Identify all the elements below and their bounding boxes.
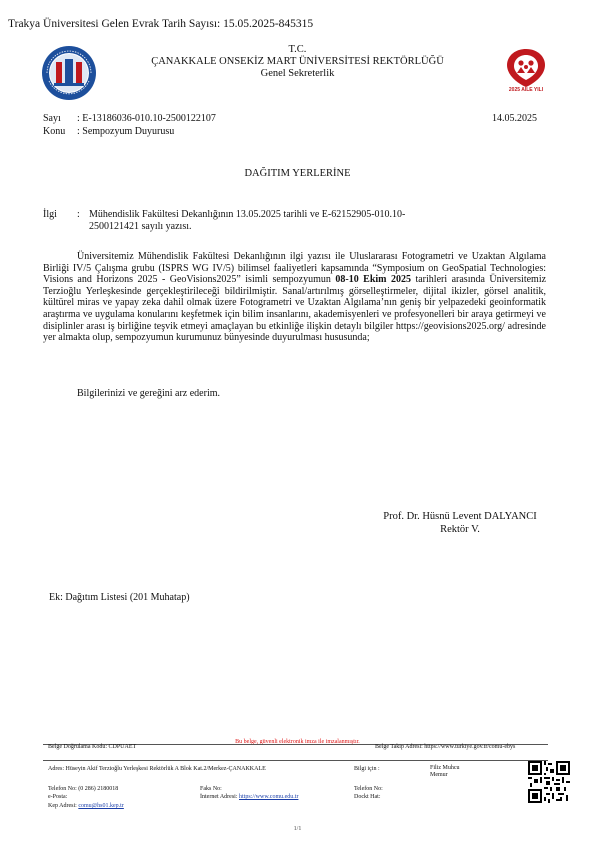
address: Adres: Hüseyin Akif Terzioğlu Yerleşkesi Rektörlük A Blok Kat.2/Merkez-ÇANAKKALE	[48, 766, 266, 772]
header-department: Genel Sekreterlik	[260, 68, 335, 79]
university-seal-logo	[41, 45, 97, 101]
incoming-document-stamp: Trakya Üniversitesi Gelen Evrak Tarih Sayısı: 15.05.2025-845315	[8, 18, 314, 30]
document-number-row: Sayı : E-13186036-010.10-2500122107	[43, 113, 216, 124]
event-dates: 08-10 Ekim 2025	[335, 274, 411, 286]
contact-role: Memur	[430, 772, 448, 778]
kep-link[interactable]: comu@hs01.kep.tr	[78, 803, 124, 809]
document-date: 14.05.2025	[492, 113, 537, 124]
website-link[interactable]: https://www.comu.edu.tr	[239, 794, 299, 800]
signer-name: Prof. Dr. Hüsnü Levent DALYANCI	[383, 511, 537, 522]
tracking-address[interactable]: Belge Takip Adresi: https://www.turkiye.gov.tr/comu-ebys	[375, 744, 516, 750]
header-tc: T.C.	[288, 44, 307, 55]
esignature-note: Bu belge, güvenli elektronik imza ile imzalanmıştır.	[235, 739, 360, 745]
letter-body	[43, 251, 546, 344]
footer-divider-bottom	[43, 760, 548, 761]
closing-sentence: Bilgilerinizi ve gereğini arz ederim.	[77, 388, 220, 399]
website	[200, 794, 298, 801]
kep-label: Kep Adresi:	[48, 803, 77, 809]
kep-address	[48, 803, 124, 810]
email-label: e-Posta:	[48, 794, 68, 800]
contact-label: Bilgi için :	[354, 766, 380, 772]
document-number: E-13186036-010.10-2500122107	[82, 113, 216, 124]
phone-number: Telefon No: (0 286) 2180018	[48, 786, 119, 792]
body-paragraph	[43, 251, 546, 344]
fax-label: Faks No:	[200, 786, 222, 792]
body-text-part1: Üniversitemiz Mühendislik Fakültesi Dekanlığının ilgi yazısı ile Uluslararası Fotogrametri ve Uzaktan Algılama Birliği IV/5 Çalışma grubu (ISPRS WG IV/5) bilimsel faaliyetleri kapsamında “Symposium on GeoSpatial Technologies: Visions and Horizons 2025 - GeoVisions2025” isimli sempozyumun	[43, 251, 546, 286]
subject-value: Sempozyum Duyurusu	[82, 126, 175, 137]
family-year-caption: 2025 AİLE YILI	[508, 87, 544, 93]
subject-row: Konu : Sempozyum Duyurusu	[43, 126, 175, 137]
header-rectorate: ÇANAKKALE ONSEKİZ MART ÜNİVERSİTESİ REKTÖRLÜĞÜ	[151, 56, 444, 67]
recipients-heading: DAĞITIM YERLERİNE	[244, 168, 351, 179]
page-number: 1/1	[293, 826, 302, 832]
verification-code: Belge Doğrulama Kodu: CDPUAET	[48, 744, 137, 750]
reference-text	[89, 209, 519, 233]
letterhead	[100, 44, 495, 80]
number-label: Sayı	[43, 113, 61, 124]
reference-label: İlgi	[43, 209, 57, 220]
subject-label: Konu	[43, 126, 66, 137]
body-text-part2: tarihleri arasında Üniversitemiz Terzioğlu Yerleşkesinde gerçekleştirileceği bildirilmiştir. Sanal/artırılmış görselleştirmeler, dijital ikizler, görsel analitik, kültürel miras ve yapay zeka dahil olmak üzere Fotogrametri ve Uzaktan Algılama’nın geniş bir yelpazedeki geoinformatik araştırma ve uygulama konularını keşfetmek için bilim insanlarını, akademisyenleri ve profesyonelleri bir araya getirmeyi ve disiplinler arası iş birliğine teşvik etmeyi amaçlayan bu etkinliğe ilişkin detaylı bilgiler https://geovisions2025.org/ adresinde yer almakta olup, sempozyumun kurumunuz bünyesinde duyurulması hususunda;	[43, 274, 547, 344]
reference-block: İlgi : Mühendislik Fakültesi Dekanlığının 13.05.2025 tarihli ve E-62152905-010.10- 2500121421 sayılı yazısı.	[43, 209, 523, 235]
attachment-note: Ek: Dağıtım Listesi (201 Muhatap)	[49, 592, 190, 603]
contact-phone-label: Telefon No:	[354, 786, 383, 792]
signature-block	[360, 510, 560, 536]
qr-code-icon	[528, 761, 570, 803]
reference-line-1: Mühendislik Fakültesi Dekanlığının 13.05.2025 tarihli ve E-62152905-010.10-	[89, 209, 406, 220]
contact-direct-line-label: Dockt Hat:	[354, 794, 381, 800]
contact-person	[430, 765, 460, 779]
signer-title: Rektör V.	[440, 524, 480, 535]
website-label: İnternet Adresi:	[200, 794, 238, 800]
contact-name: Filiz Muhcu	[430, 765, 460, 771]
reference-line-2: 2500121421 sayılı yazısı.	[89, 221, 192, 232]
